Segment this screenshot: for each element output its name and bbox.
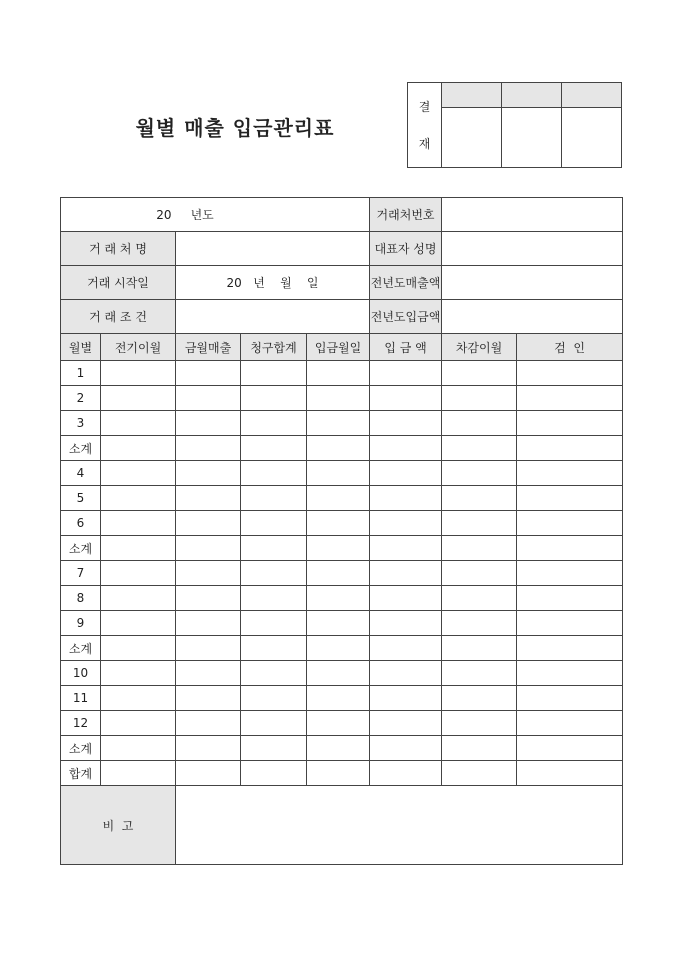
entry-cell[interactable]	[517, 586, 623, 611]
entry-cell[interactable]	[241, 686, 307, 711]
month-label: 7	[61, 561, 101, 586]
entry-cell[interactable]	[307, 436, 370, 461]
entry-cell[interactable]	[176, 461, 241, 486]
month-label: 소계	[61, 636, 101, 661]
entry-cell[interactable]	[370, 361, 442, 386]
remarks-label: 비 고	[61, 786, 176, 865]
entry-cell[interactable]	[176, 586, 241, 611]
entry-cell[interactable]	[442, 386, 517, 411]
entry-cell[interactable]	[101, 686, 176, 711]
entry-cell[interactable]	[101, 386, 176, 411]
entry-cell[interactable]	[442, 536, 517, 561]
entry-cell[interactable]	[241, 761, 307, 786]
entry-cell[interactable]	[101, 511, 176, 536]
entry-cell[interactable]	[370, 436, 442, 461]
table-row	[61, 486, 623, 511]
entry-cell[interactable]	[176, 711, 241, 736]
entry-cell[interactable]	[307, 486, 370, 511]
entry-cell[interactable]	[307, 561, 370, 586]
client-name-label: 거 래 처 명	[61, 232, 176, 266]
entry-cell[interactable]	[241, 486, 307, 511]
entry-cell[interactable]	[241, 536, 307, 561]
entry-cell[interactable]	[101, 486, 176, 511]
entry-cell[interactable]	[442, 561, 517, 586]
remarks-field[interactable]	[176, 786, 623, 865]
representative-field[interactable]	[442, 232, 623, 266]
entry-cell[interactable]	[442, 611, 517, 636]
table-row	[61, 661, 623, 686]
table-row	[61, 611, 623, 636]
table-row	[61, 636, 623, 661]
approval-header-cell	[442, 83, 502, 108]
entry-cell[interactable]	[442, 661, 517, 686]
terms-field[interactable]	[176, 300, 370, 334]
entry-cell[interactable]	[442, 586, 517, 611]
entry-cell[interactable]	[307, 636, 370, 661]
entry-cell[interactable]	[241, 361, 307, 386]
entry-cell[interactable]	[241, 586, 307, 611]
approval-header-cell	[502, 83, 562, 108]
entry-cell[interactable]	[176, 361, 241, 386]
month-label: 9	[61, 611, 101, 636]
entry-cell[interactable]	[370, 461, 442, 486]
start-date-label: 거래 시작일	[61, 266, 176, 300]
entry-cell[interactable]	[517, 486, 623, 511]
entry-cell[interactable]	[517, 436, 623, 461]
month-label: 8	[61, 586, 101, 611]
entry-cell[interactable]	[517, 711, 623, 736]
entry-cell[interactable]	[176, 686, 241, 711]
entry-cell[interactable]	[517, 561, 623, 586]
column-header: 차감이월	[442, 334, 517, 361]
entry-cell[interactable]	[442, 461, 517, 486]
entry-cell[interactable]	[241, 511, 307, 536]
entry-cell[interactable]	[101, 561, 176, 586]
client-name-field[interactable]	[176, 232, 370, 266]
entry-cell[interactable]	[241, 661, 307, 686]
table-row	[61, 461, 623, 486]
entry-cell[interactable]	[442, 686, 517, 711]
entry-cell[interactable]	[370, 486, 442, 511]
approval-label-top: 결	[418, 100, 431, 114]
entry-cell[interactable]	[241, 411, 307, 436]
entry-cell[interactable]	[370, 561, 442, 586]
entry-cell[interactable]	[101, 711, 176, 736]
entry-cell[interactable]	[176, 511, 241, 536]
entry-cell[interactable]	[101, 536, 176, 561]
entry-cell[interactable]	[176, 536, 241, 561]
entry-cell[interactable]	[307, 736, 370, 761]
month-label: 10	[61, 661, 101, 686]
entry-cell[interactable]	[517, 736, 623, 761]
prev-sales-field[interactable]	[442, 266, 623, 300]
entry-cell[interactable]	[442, 486, 517, 511]
table-row	[61, 686, 623, 711]
month-label: 소계	[61, 436, 101, 461]
client-no-field[interactable]	[442, 198, 623, 232]
entry-cell[interactable]	[370, 736, 442, 761]
entry-cell[interactable]	[101, 661, 176, 686]
entry-cell[interactable]	[176, 661, 241, 686]
column-header: 입금월일	[307, 334, 370, 361]
entry-cell[interactable]	[517, 611, 623, 636]
entry-cell[interactable]	[517, 361, 623, 386]
entry-cell[interactable]	[176, 611, 241, 636]
entry-cell[interactable]	[517, 461, 623, 486]
column-header: 입 금 액	[370, 334, 442, 361]
entry-cell[interactable]	[307, 461, 370, 486]
entry-cell[interactable]	[176, 411, 241, 436]
entry-cell[interactable]	[176, 636, 241, 661]
entry-cell[interactable]	[101, 611, 176, 636]
table-row	[61, 711, 623, 736]
entry-cell[interactable]	[307, 386, 370, 411]
table-row	[61, 561, 623, 586]
table-row	[61, 386, 623, 411]
representative-label: 대표자 성명	[370, 232, 442, 266]
entry-cell[interactable]	[442, 511, 517, 536]
entry-cell[interactable]	[442, 736, 517, 761]
entry-cell[interactable]	[307, 586, 370, 611]
entry-cell[interactable]	[101, 736, 176, 761]
month-label: 합계	[61, 761, 101, 786]
entry-cell[interactable]	[370, 636, 442, 661]
document-title: 월별 매출 입금관리표	[135, 116, 335, 140]
entry-cell[interactable]	[517, 411, 623, 436]
entry-cell[interactable]	[517, 511, 623, 536]
entry-cell[interactable]	[101, 586, 176, 611]
entry-cell[interactable]	[370, 611, 442, 636]
month-label: 4	[61, 461, 101, 486]
entry-cell[interactable]	[370, 386, 442, 411]
entry-cell[interactable]	[241, 386, 307, 411]
year-prefix: 20	[156, 208, 172, 222]
month-label: 소계	[61, 736, 101, 761]
approval-signature-cell[interactable]	[502, 108, 562, 168]
entry-cell[interactable]	[517, 661, 623, 686]
entry-cell[interactable]	[176, 736, 241, 761]
entry-cell[interactable]	[241, 711, 307, 736]
entry-cell[interactable]	[307, 411, 370, 436]
entry-cell[interactable]	[517, 636, 623, 661]
entry-cell[interactable]	[241, 561, 307, 586]
client-no-label: 거래처번호	[370, 198, 442, 232]
entry-cell[interactable]	[517, 761, 623, 786]
entry-cell[interactable]	[307, 511, 370, 536]
entry-cell[interactable]	[370, 761, 442, 786]
entry-cell[interactable]	[241, 461, 307, 486]
month-label: 3	[61, 411, 101, 436]
entry-cell[interactable]	[370, 511, 442, 536]
approval-header-cell	[562, 83, 622, 108]
column-header: 월별	[61, 334, 101, 361]
approval-label-bottom: 재	[418, 137, 431, 151]
entry-cell[interactable]	[176, 486, 241, 511]
month-label: 2	[61, 386, 101, 411]
entry-cell[interactable]	[307, 711, 370, 736]
column-header-row	[61, 334, 623, 361]
entry-cell[interactable]	[442, 436, 517, 461]
entry-cell[interactable]	[101, 436, 176, 461]
entry-cell[interactable]	[101, 411, 176, 436]
year-suffix: 년도	[190, 208, 214, 222]
month-label: 11	[61, 686, 101, 711]
entry-cell[interactable]	[241, 636, 307, 661]
month-label: 12	[61, 711, 101, 736]
entry-cell[interactable]	[101, 761, 176, 786]
column-header: 검 인	[517, 334, 623, 361]
entry-cell[interactable]	[442, 711, 517, 736]
prev-deposit-label: 전년도입금액	[370, 300, 442, 334]
start-date-field[interactable]: 20 년 월 일	[176, 266, 370, 300]
table-row	[61, 586, 623, 611]
month-label: 소계	[61, 536, 101, 561]
column-header: 청구합계	[241, 334, 307, 361]
entry-cell[interactable]	[370, 411, 442, 436]
prev-deposit-field[interactable]	[442, 300, 623, 334]
entry-cell[interactable]	[307, 761, 370, 786]
entry-cell[interactable]	[517, 386, 623, 411]
approval-box	[407, 82, 622, 168]
entry-cell[interactable]	[370, 586, 442, 611]
entry-cell[interactable]	[370, 711, 442, 736]
table-row	[61, 361, 623, 386]
entry-cell[interactable]	[101, 636, 176, 661]
year-cell[interactable]	[61, 198, 370, 232]
entry-cell[interactable]	[442, 761, 517, 786]
entry-cell[interactable]	[307, 661, 370, 686]
entry-cell[interactable]	[307, 686, 370, 711]
entry-cell[interactable]	[307, 611, 370, 636]
month-label: 6	[61, 511, 101, 536]
entry-cell[interactable]	[176, 436, 241, 461]
entry-cell[interactable]	[101, 361, 176, 386]
entry-cell[interactable]	[370, 686, 442, 711]
entry-cell[interactable]	[241, 736, 307, 761]
month-label: 5	[61, 486, 101, 511]
table-row	[61, 511, 623, 536]
table-row	[61, 761, 623, 786]
table-row	[61, 436, 623, 461]
entry-cell[interactable]	[442, 636, 517, 661]
entry-cell[interactable]	[307, 361, 370, 386]
table-row	[61, 736, 623, 761]
month-label: 1	[61, 361, 101, 386]
entry-cell[interactable]	[176, 761, 241, 786]
column-header: 금월매출	[176, 334, 241, 361]
ledger-table	[60, 197, 623, 865]
entry-cell[interactable]	[101, 461, 176, 486]
entry-cell[interactable]	[442, 411, 517, 436]
entry-cell[interactable]	[442, 361, 517, 386]
entry-cell[interactable]	[370, 661, 442, 686]
entry-cell[interactable]	[517, 536, 623, 561]
entry-cell[interactable]	[307, 536, 370, 561]
column-header: 전기이월	[101, 334, 176, 361]
entry-cell[interactable]	[241, 611, 307, 636]
entry-cell[interactable]	[241, 436, 307, 461]
entry-cell[interactable]	[370, 536, 442, 561]
table-row	[61, 411, 623, 436]
entry-cell[interactable]	[517, 686, 623, 711]
approval-label-cell	[408, 83, 442, 168]
prev-sales-label: 전년도매출액	[370, 266, 442, 300]
approval-signature-cell[interactable]	[562, 108, 622, 168]
entry-cell[interactable]	[176, 561, 241, 586]
terms-label: 거 래 조 건	[61, 300, 176, 334]
table-row	[61, 536, 623, 561]
entry-cell[interactable]	[176, 386, 241, 411]
approval-signature-cell[interactable]	[442, 108, 502, 168]
